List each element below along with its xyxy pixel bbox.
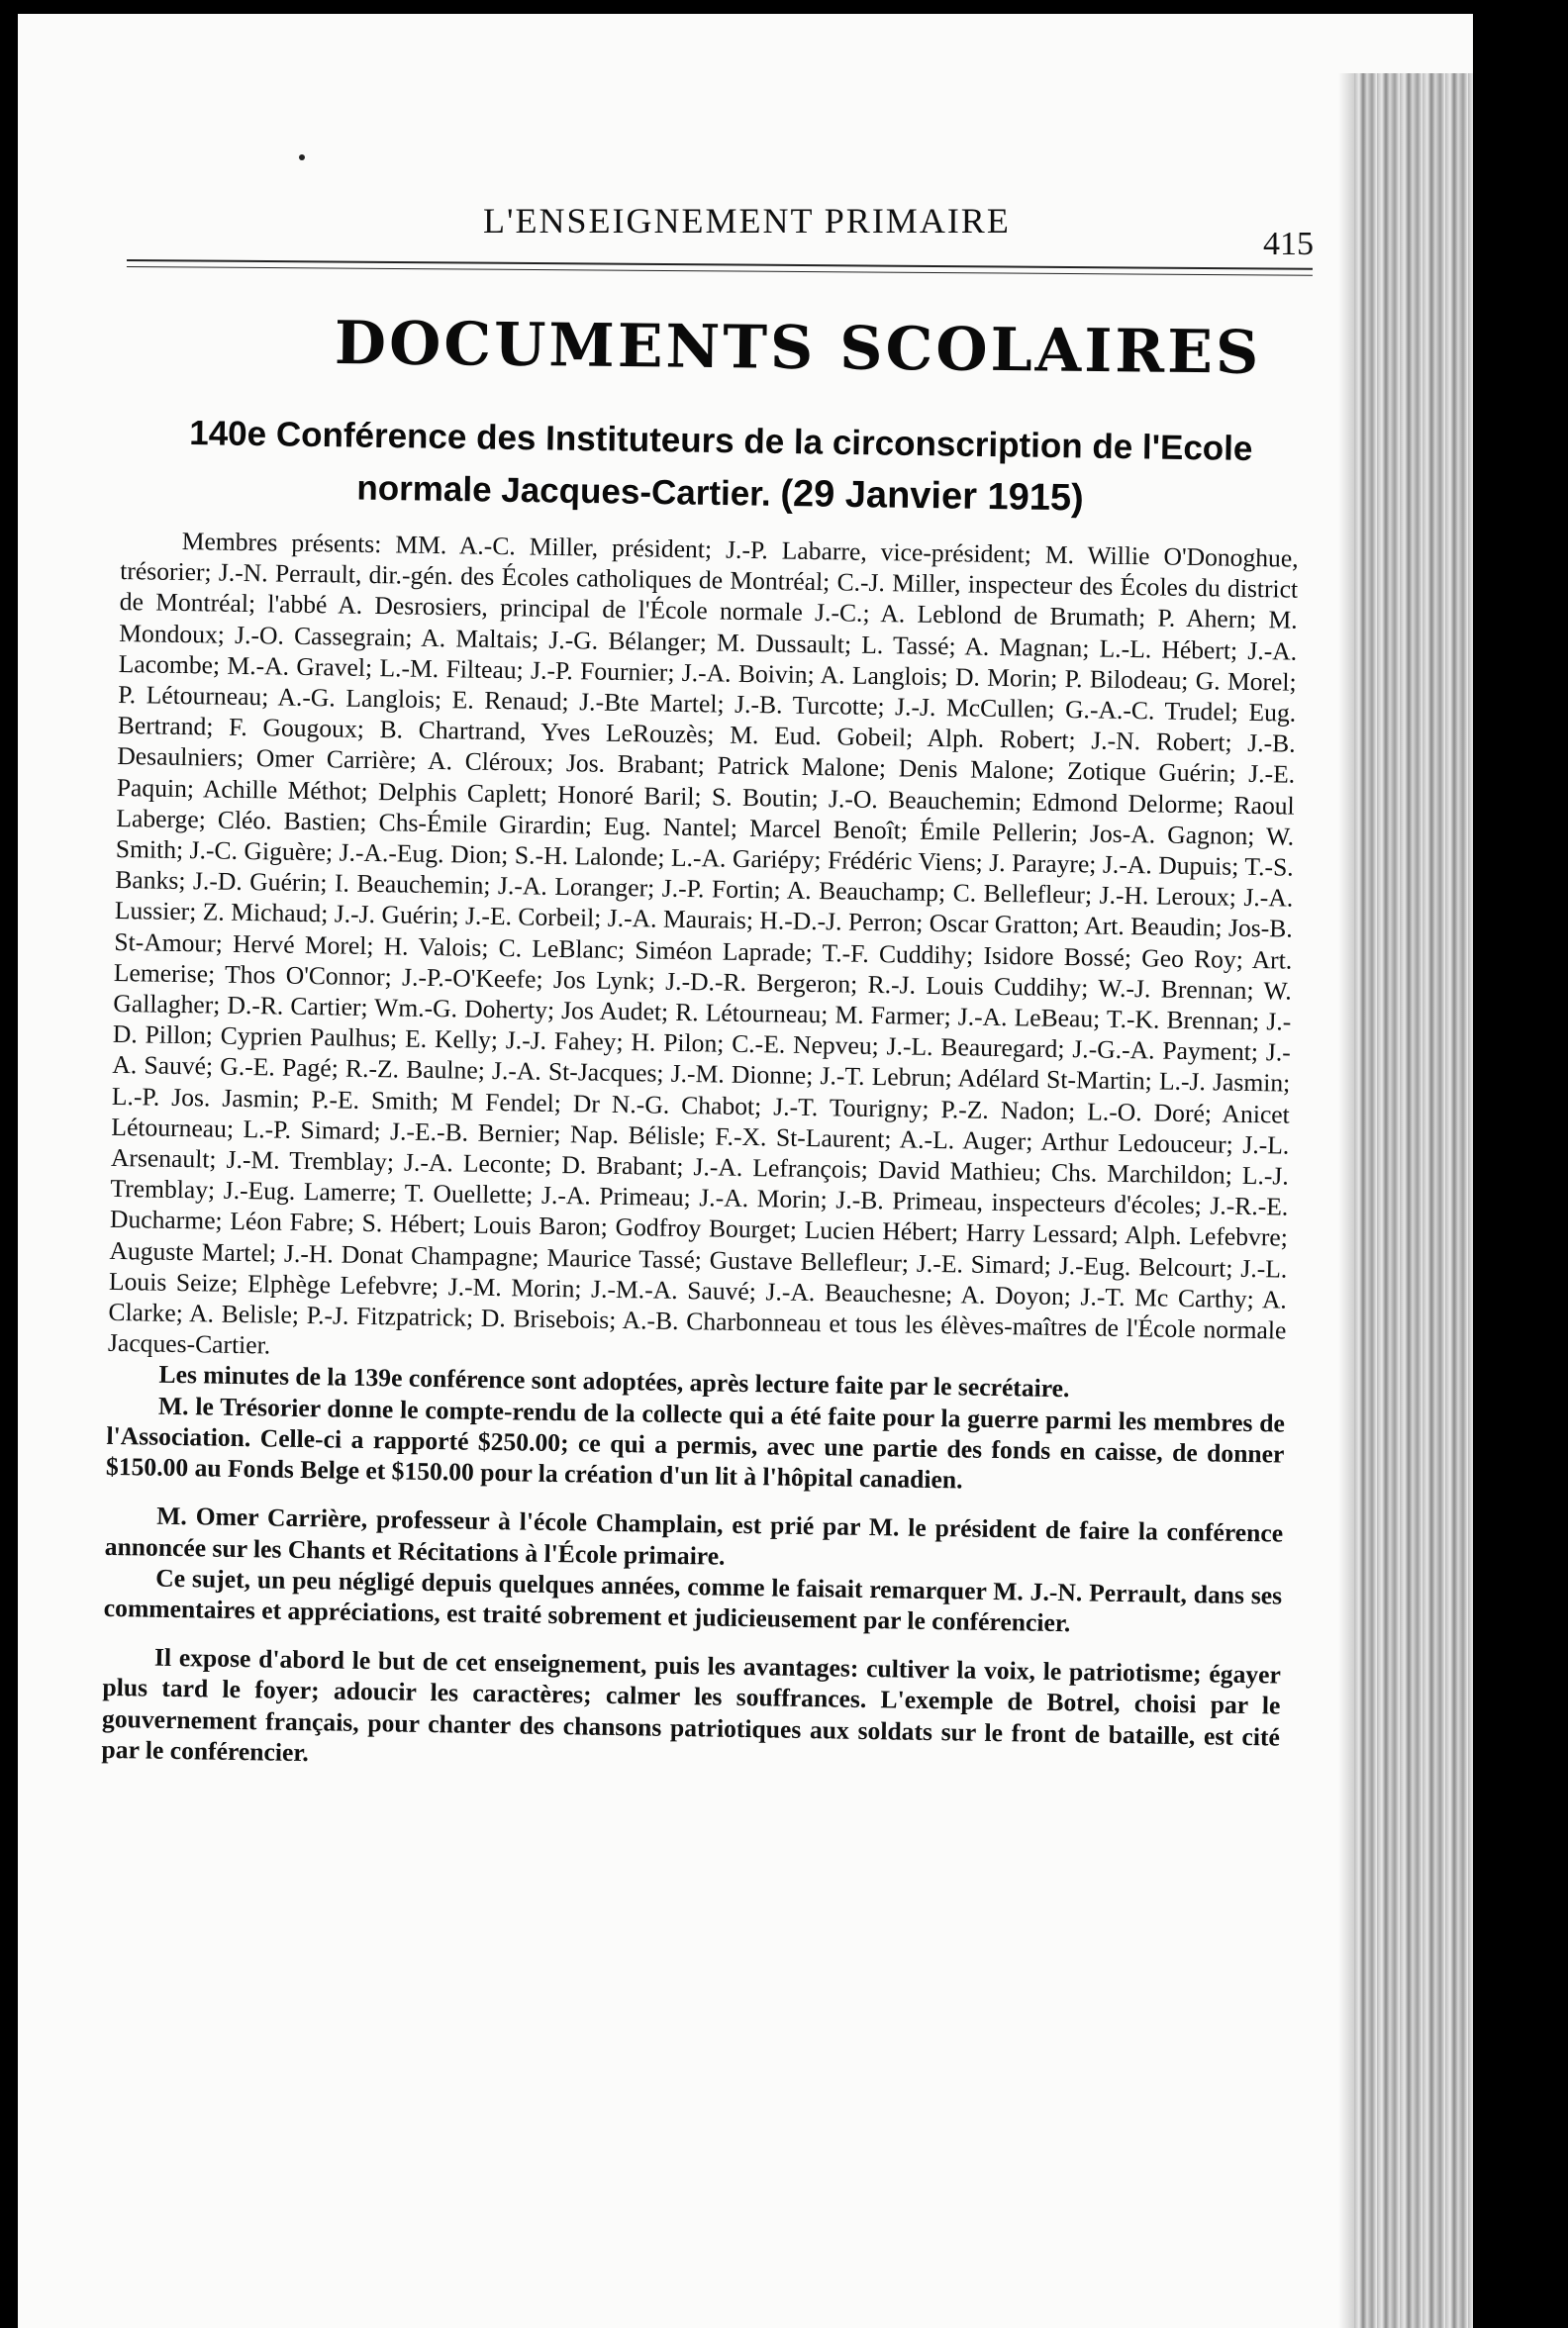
treasurer-paragraph: M. le Trésorier donne le compte-rendu de la collecte qui a été faite pour la guerre parmi les membres de l'Association. Celle-ci a rapporté $250.00; ce qui a permis, avec une partie des fonds en caisse, de donner $150.00 au Fonds Belge et $150.00 pour la création d'un lit à l'hôpital canadien. xyxy=(105,1391,1286,1495)
exposition-paragraph: Il expose d'abord le but de cet enseignement, puis les avantages: cultiver la voix, le patriotisme; égayer plus tard le foyer; adoucir les caractères; calmer les souffrances. L'exemple de Botrel, choisi par le gouvernement français, pour chanter des chansons patriotiques aux soldats sur le front de bataille, est cité par le conférencier. xyxy=(101,1642,1282,1767)
subject-paragraph: Ce sujet, un peu négligé depuis quelques années, comme le faisait remarquer M. J.-N. Perrault, dans ses commentaires et appréciations, est traité sobrement et judicieusement par le conférencier. xyxy=(103,1563,1283,1638)
conference-date: (29 Janvier 1915) xyxy=(780,472,1084,520)
binding-shadow xyxy=(1338,73,1354,2328)
members-paragraph: Membres présents: MM. A.-C. Miller, président; J.-P. Labarre, vice-président; M. Willie O'Donoghue, trésorier; J.-N. Perrault, dir.-gén. des Écoles catholiques de Montréal; C.-J. Miller, inspecteur des Écoles du district de Montréal; l'abbé A. Desrosiers, principal de l'École normale J.-C.; A. Leblond de Brumath; P. Ahern; M. Mondoux; J.-O. Cassegrain; A. Maltais; J.-G. Bélanger; M. Dussault; L. Tassé; A. Magnan; L.-L. Hébert; J.-A. Lacombe; M.-A. Gravel; L.-M. Filteau; J.-P. Fournier; J.-A. Boivin; A. Langlois; D. Morin; P. Bilodeau; G. Morel; P. Létourneau; A.-G. Langlois; E. Renaud; J.-Bte Martel; J.-B. Turcotte; J.-J. McCullen; G.-A.-C. Trudel; Eug. Bertrand; F. Gougoux; B. Chartrand, Yves LeRouzès; M. Eud. Gobeil; Alph. Robert; J.-N. Robert; J.-B. Desaulniers; Omer Carrière; A. Cléroux; Jos. Brabant; Patrick Malone; Denis Malone; Zotique Guérin; J.-E. Paquin; Achille Méthot; Delphis Caplett; Honoré Baril; S. Boutin; J.-O. Beauchemin; Edmond Delorme; Raoul Laberge; Cléo. Bastien; Chs-Émile Girardin; Eug. Nantel; Marcel Benoît; Émile Pellerin; Jos-A. Gagnon; W. Smith; J.-C. Giguère; J.-A.-Eug. Dion; S.-H. Lalonde; L.-A. Gariépy; Frédéric Viens; J. Parayre; J.-A. Dupuis; T.-S. Banks; J.-D. Guérin; I. Beauchemin; J.-A. Loranger; J.-P. Fortin; A. Beauchamp; C. Bellefleur; J.-H. Leroux; J.-A. Lussier; Z. Michaud; J.-J. Guérin; J.-E. Corbeil; J.-A. Maurais; H.-D.-J. Perron; Oscar Gratton; Art. Beaudin; Jos-B. St-Amour; Hervé Morel; H. Valois; C. LeBlanc; Siméon Laprade; T.-F. Cuddihy; Isidore Bossé; Geo Roy; Art. Lemerise; Thos O'Connor; J.-P.-O'Keefe; Jos Lynk; J.-D.-R. Bergeron; R.-J. Louis Cuddihy; W.-J. Brennan; W. Gallagher; D.-R. Cartier; Wm.-G. Doherty; Jos Audet; R. Létourneau; M. Farmer; J.-A. LeBeau; T.-K. Brennan; J.-D. Pillon; Cyprien Paulhus; E. Kelly; J.-J. Fahey; H. Pilon; C.-E. Nepveu; J.-L. Beauregard; J.-G.-A. Payment; J.-A. Sauvé; G.-E. Pagé; R.-Z. Baulne; J.-A. St-Jacques; J.-M. Dionne; J.-T. Lebrun; Adélard St-Martin; L.-J. Jasmin; L.-P. Jos. Jasmin; P.-E. Smith; M Fendel; Dr N.-G. Chabot; J.-T. Tourigny; P.-Z. Nadon; L.-O. Doré; Anicet Létourneau; L.-P. Simard; J.-E.-B. Bernier; Nap. Bélisle; F.-X. St-Laurent; A.-L. Auger; Arthur Ledouceur; J.-L. Arsenault; J.-M. Tremblay; J.-A. Leconte; D. Brabant; J.-A. Lefrançois; David Mathieu; Chs. Marchildon; L.-J. Tremblay; J.-Eug. Lamerre; T. Ouellette; J.-A. Primeau; J.-A. Morin; J.-B. Primeau, inspecteurs d'écoles; J.-R.-E. Ducharme; Léon Fabre; S. Hébert; Louis Baron; Godfroy Bourget; Lucien Hébert; Harry Lessard; Alph. Lefebvre; Auguste Martel; J.-H. Donat Champagne; Maurice Tassé; Gustave Bellefleur; J.-E. Simard; J.-Eug. Belcourt; J.-L. Louis Seize; Elphège Lefebvre; J.-M. Morin; J.-M.-A. Sauvé; J.-A. Beauchesne; A. Doyon; J.-T. Mc Carthy; A. Clarke; A. Belisle; P.-J. Fitzpatrick; D. Brisebois; A.-B. Charbonneau et tous les élèves-maîtres de l'École normale Jacques-Cartier. xyxy=(107,526,1299,1360)
article-body xyxy=(101,525,1299,1783)
document-subtitle xyxy=(185,408,1255,528)
document-title: DOCUMENTS SCOLAIRES xyxy=(334,309,1262,388)
running-head: L'ENSEIGNEMENT PRIMAIRE xyxy=(483,201,1011,241)
lecture-announcement-paragraph: M. Omer Carrière, professeur à l'école Champlain, est prié par M. le président de faire la conférence annoncée sur les Chants et Récitations à l'École primaire. xyxy=(104,1501,1284,1571)
book-binding-edge xyxy=(1354,73,1473,2328)
book-page xyxy=(18,14,1473,2328)
minutes-paragraph: Les minutes de la 139e conférence sont adoptées, après lecture faite par le secrétaire. xyxy=(158,1360,1070,1404)
ink-speck xyxy=(299,154,305,160)
header-rule xyxy=(127,259,1313,276)
subtitle-line-2: normale Jacques-Cartier. xyxy=(356,468,771,514)
subtitle-line-1: 140e Conférence des Instituteurs de la circonscription de l'Ecole xyxy=(189,414,1253,468)
page-number: 415 xyxy=(1263,226,1314,262)
